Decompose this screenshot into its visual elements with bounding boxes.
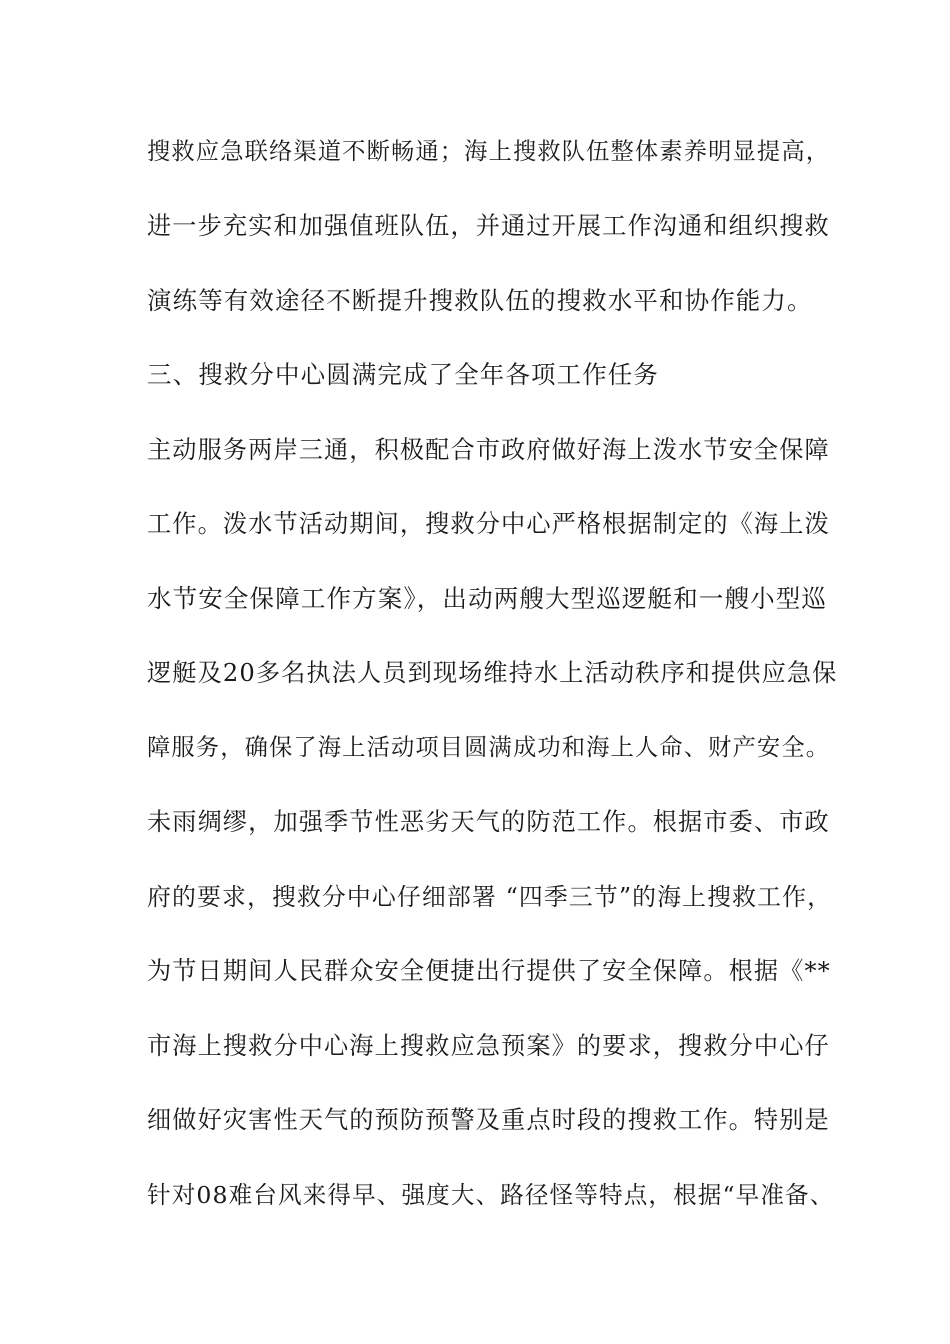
body-text-line: 主动服务两岸三通，积极配合市政府做好海上泼水节安全保障	[147, 436, 830, 464]
body-text-line: 市海上搜救分中心海上搜救应急预案》的要求，搜救分中心仔	[147, 1032, 830, 1060]
body-text-line: 水节安全保障工作方案》，出动两艘大型巡逻艇和一艘小型巡	[147, 584, 827, 613]
body-text-line: 针对08难台风来得早、强度大、路径怪等特点，根据“早准备、	[147, 1181, 835, 1209]
body-text-line: 工作。泼水节活动期间，搜救分中心严格根据制定的《海上泼	[147, 510, 830, 538]
body-text-line: 演练等有效途径不断提升搜救队伍的搜救水平和协作能力。	[147, 286, 813, 315]
body-text-line: 未雨绸缪，加强季节性恶劣天气的防范工作。根据市委、市政	[147, 808, 830, 836]
body-text-line: 细做好灾害性天气的预防预警及重点时段的搜救工作。特别是	[147, 1106, 830, 1134]
body-text-line: 为节日期间人民群众安全便捷出行提供了安全保障。根据《**	[147, 957, 831, 985]
body-text-line: 逻艇及20多名执法人员到现场维持水上活动秩序和提供应急保	[147, 659, 838, 687]
body-text-line: 障服务，确保了海上活动项目圆满成功和海上人命、财产安全。	[147, 734, 831, 761]
section-heading: 三、搜救分中心圆满完成了全年各项工作任务	[147, 360, 659, 389]
body-text-line: 进一步充实和加强值班队伍，并通过开展工作沟通和组织搜救	[147, 212, 830, 240]
body-text-line: 府的要求，搜救分中心仔细部署 “四季三节”的海上搜救工作，	[147, 883, 833, 911]
body-text-line: 搜救应急联络渠道不断畅通；海上搜救队伍整体素养明显提高，	[147, 138, 831, 165]
